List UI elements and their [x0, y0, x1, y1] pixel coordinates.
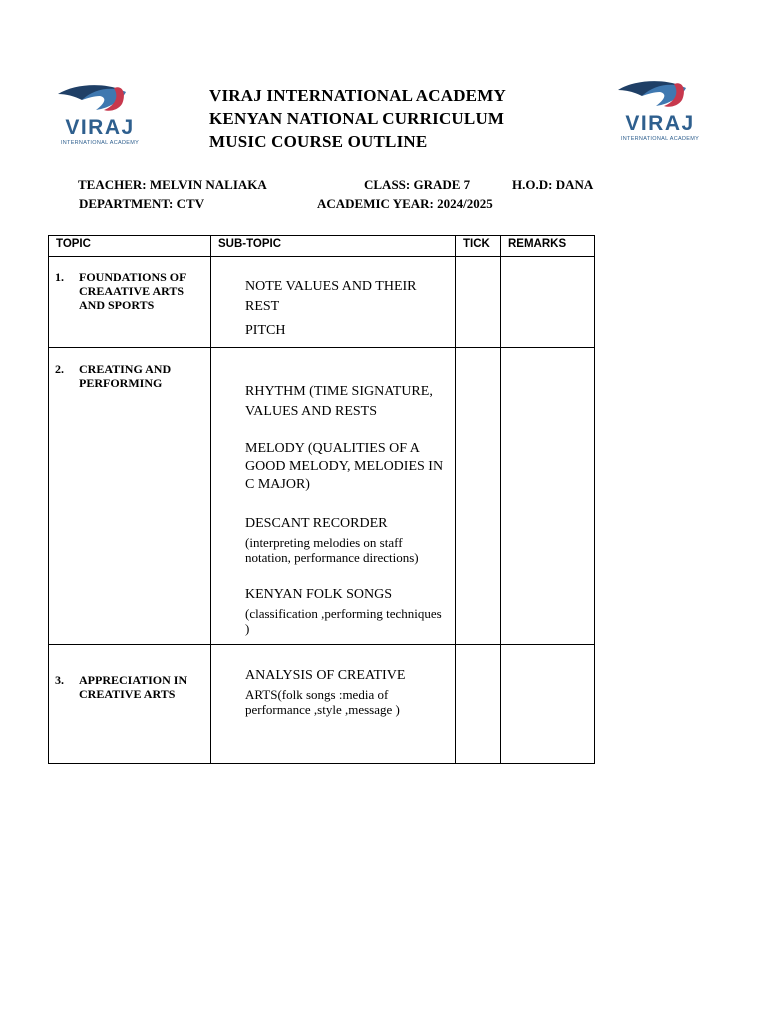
subtopic-text: KENYAN FOLK SONGS — [245, 587, 393, 602]
topic-cell — [49, 645, 211, 764]
list-item — [217, 514, 447, 534]
subtopic-text: RHYTHM (TIME SIGNATURE, VALUES AND RESTS — [245, 384, 433, 419]
subtopic-cell — [211, 645, 456, 764]
subtopic-text: MELODY (QUALITIES OF A GOOD MELODY, MELODIES IN C MAJOR) — [245, 441, 444, 492]
logo-wordmark: VIRAJ — [625, 112, 695, 135]
table-row — [49, 257, 595, 348]
logo-wordmark: VIRAJ — [65, 116, 135, 139]
course-outline-table — [48, 235, 595, 764]
class-label: CLASS: GRADE 7 — [364, 177, 471, 192]
topic-title: CREATING AND PERFORMING — [79, 362, 172, 390]
school-logo-left — [52, 80, 148, 152]
column-header-remarks: REMARKS — [501, 236, 595, 257]
subtopic-note: ARTS(folk songs :media of performance ,style ,message ) — [245, 687, 400, 717]
school-logo-right — [612, 76, 708, 148]
swoosh-emblem-icon — [52, 80, 148, 120]
column-header-tick: TICK — [456, 236, 501, 257]
bullet-icon — [217, 440, 245, 494]
topic-number: 3. — [55, 673, 64, 687]
bullet-icon — [217, 585, 245, 605]
list-item — [217, 666, 447, 686]
subtopic-text: ANALYSIS OF CREATIVE — [245, 668, 406, 683]
list-item — [217, 585, 447, 605]
school-name-heading: VIRAJ INTERNATIONAL ACADEMY — [209, 86, 506, 105]
topic-number: 1. — [55, 270, 64, 284]
course-title-heading: MUSIC COURSE OUTLINE — [209, 132, 428, 151]
teacher-label: TEACHER: MELVIN NALIAKA — [78, 177, 267, 192]
swoosh-emblem-icon — [612, 76, 708, 116]
list-item — [217, 382, 447, 422]
logo-tagline: INTERNATIONAL ACADEMY — [620, 136, 700, 142]
tick-cell — [456, 257, 501, 348]
list-item — [217, 440, 447, 494]
subtopic-text: DESCANT RECORDER — [245, 516, 388, 531]
topic-title: FOUNDATIONS OF CREAATIVE ARTS AND SPORTS — [79, 270, 187, 312]
remarks-cell — [501, 257, 595, 348]
tick-cell — [456, 645, 501, 764]
list-item — [217, 277, 447, 317]
subtopic-text: PITCH — [245, 323, 286, 338]
topic-cell — [49, 257, 211, 348]
topic-title: APPRECIATION IN CREATIVE ARTS — [79, 673, 188, 701]
column-header-topic: TOPIC — [49, 236, 211, 257]
topic-number: 2. — [55, 362, 64, 376]
academic-year-label: ACADEMIC YEAR: 2024/2025 — [317, 196, 493, 211]
tick-cell — [456, 348, 501, 645]
subtopic-text: NOTE VALUES AND THEIR REST — [245, 279, 417, 314]
bullet-icon — [217, 666, 245, 686]
logo-tagline: INTERNATIONAL ACADEMY — [60, 140, 140, 146]
list-item — [217, 321, 447, 341]
subtopic-cell — [211, 348, 456, 645]
column-header-subtopic: SUB-TOPIC — [211, 236, 456, 257]
table-header-row — [49, 236, 595, 257]
table-row — [49, 645, 595, 764]
table-row — [49, 348, 595, 645]
bullet-icon — [217, 382, 245, 422]
subtopic-note: (classification ,performing techniques ) — [245, 606, 442, 636]
hod-label: H.O.D: DANA — [512, 177, 594, 192]
department-label: DEPARTMENT: CTV — [79, 196, 205, 211]
curriculum-heading: KENYAN NATIONAL CURRICULUM — [209, 109, 505, 128]
bullet-icon — [217, 277, 245, 317]
bullet-icon — [217, 514, 245, 534]
bullet-icon — [217, 321, 245, 341]
remarks-cell — [501, 348, 595, 645]
remarks-cell — [501, 645, 595, 764]
topic-cell — [49, 348, 211, 645]
subtopic-cell — [211, 257, 456, 348]
subtopic-note: (interpreting melodies on staff notation, performance directions) — [245, 535, 419, 565]
